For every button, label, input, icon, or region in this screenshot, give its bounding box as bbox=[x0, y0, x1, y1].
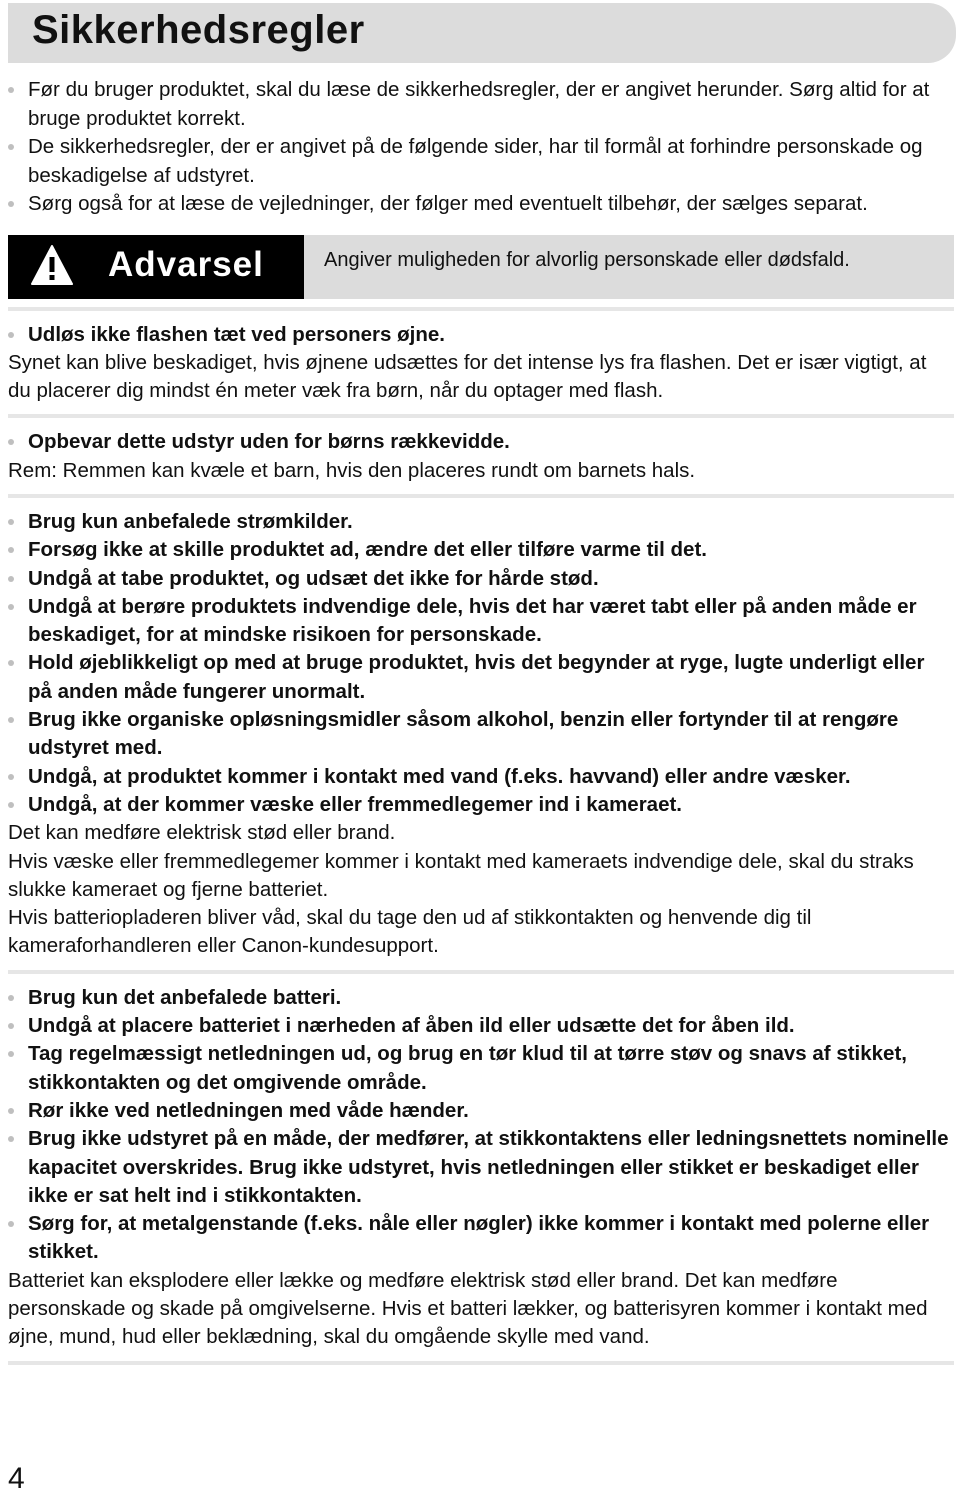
rule-item: Tag regelmæssigt netledningen ud, og brug en tør klud til at tørre støv og snavs af stikket, stikkontakten og det omgivende område. bbox=[8, 1040, 954, 1097]
warning-description: Angiver muligheden for alvorlig personskade eller dødsfald. bbox=[324, 248, 850, 271]
rule-item: Undgå, at der kommer væske eller fremmedlegemer ind i kameraet. bbox=[8, 791, 954, 819]
rule-item: Undgå at placere batteriet i nærheden af åben ild eller udsætte det for åben ild. bbox=[8, 1012, 954, 1040]
intro-item: Sørg også for at læse de vejledninger, der følger med eventuelt tilbehør, der sælges separat. bbox=[8, 190, 954, 219]
rule-item: Hold øjeblikkeligt op med at bruge produktet, hvis det begynder at ryge, lugte underligt eller på anden måde fungerer unormalt. bbox=[8, 649, 954, 706]
section-flash bbox=[8, 307, 954, 419]
rule-note: Batteriet kan eksplodere eller lække og medføre elektrisk stød eller brand. Det kan medføre personskade og skade på omgivelserne. Hvis et batteri lækker, og batterisyren kommer i kontakt med øjne, mund, hud eller beklædning, skal du omgående skylle med vand. bbox=[8, 1268, 928, 1349]
rule-item: Brug ikke organiske opløsningsmidler såsom alkohol, benzin eller fortynder til at rengøre udstyret med. bbox=[8, 706, 954, 763]
rule-item: Rør ikke ved netledningen med våde hænder. bbox=[8, 1097, 954, 1125]
rule-item: Forsøg ikke at skille produktet ad, ændre det eller tilføre varme til det. bbox=[8, 536, 954, 564]
rule-note: Synet kan blive beskadiget, hvis øjnene udsættes for det intense lys fra flashen. Det er især vigtigt, at du placerer dig mindst én meter væk fra børn, når du optager med flash. bbox=[8, 350, 927, 403]
section-battery bbox=[8, 974, 954, 1365]
intro-list bbox=[8, 76, 954, 219]
page-content bbox=[8, 76, 954, 1365]
warning-triangle-icon bbox=[30, 244, 74, 286]
rule-note: Rem: Remmen kan kvæle et barn, hvis den placeres rundt om barnets hals. bbox=[8, 458, 696, 482]
rule-item: Opbevar dette udstyr uden for børns rækkevidde. bbox=[8, 428, 954, 456]
rule-note: Hvis væske eller fremmedlegemer kommer i kontakt med kameraets indvendige dele, skal du straks slukke kameraet og fjerne batteriet. bbox=[8, 849, 914, 901]
rule-note: Hvis batteriopladeren bliver våd, skal du tage den ud af stikkontakten og henvende dig til kameraforhandleren eller Canon-kundesupport. bbox=[8, 906, 812, 958]
warning-banner bbox=[8, 235, 954, 299]
section-power-handling bbox=[8, 498, 954, 974]
intro-item: Før du bruger produktet, skal du læse de sikkerhedsregler, der er angivet herunder. Sørg altid for at bruge produktet korrekt. bbox=[8, 76, 954, 133]
warning-label: Advarsel bbox=[108, 244, 264, 284]
intro-item: De sikkerhedsregler, der er angivet på de følgende sider, har til formål at forhindre personskade og beskadigelse af udstyret. bbox=[8, 133, 954, 190]
rule-note: Det kan medføre elektrisk stød eller brand. bbox=[8, 821, 396, 845]
rule-item: Undgå at tabe produktet, og udsæt det ikke for hårde stød. bbox=[8, 565, 954, 593]
section-children bbox=[8, 418, 954, 498]
rule-item: Undgå at berøre produktets indvendige dele, hvis det har været tabt eller på anden måde er beskadiget, for at mindske risikoen for personskade. bbox=[8, 593, 954, 650]
rule-item: Udløs ikke flashen tæt ved personers øjne. bbox=[8, 321, 954, 349]
page-title: Sikkerhedsregler bbox=[32, 8, 365, 52]
rule-item: Brug ikke udstyret på en måde, der medfører, at stikkontaktens eller ledningsnettets nominelle kapacitet overskrides. Brug ikke udstyret, hvis netledningen eller stikket er beskadiget eller ikke er sat helt ind i stikkontakten. bbox=[8, 1125, 954, 1210]
rule-item: Brug kun anbefalede strømkilder. bbox=[8, 508, 954, 536]
rule-item: Undgå, at produktet kommer i kontakt med vand (f.eks. havvand) eller andre væsker. bbox=[8, 763, 954, 791]
page-number: 4 bbox=[8, 1462, 25, 1495]
warning-label-box bbox=[8, 235, 304, 299]
title-bar bbox=[8, 3, 956, 63]
rule-item: Sørg for, at metalgenstande (f.eks. nåle eller nøgler) ikke kommer i kontakt med polerne eller stikket. bbox=[8, 1210, 954, 1267]
rule-item: Brug kun det anbefalede batteri. bbox=[8, 984, 954, 1012]
